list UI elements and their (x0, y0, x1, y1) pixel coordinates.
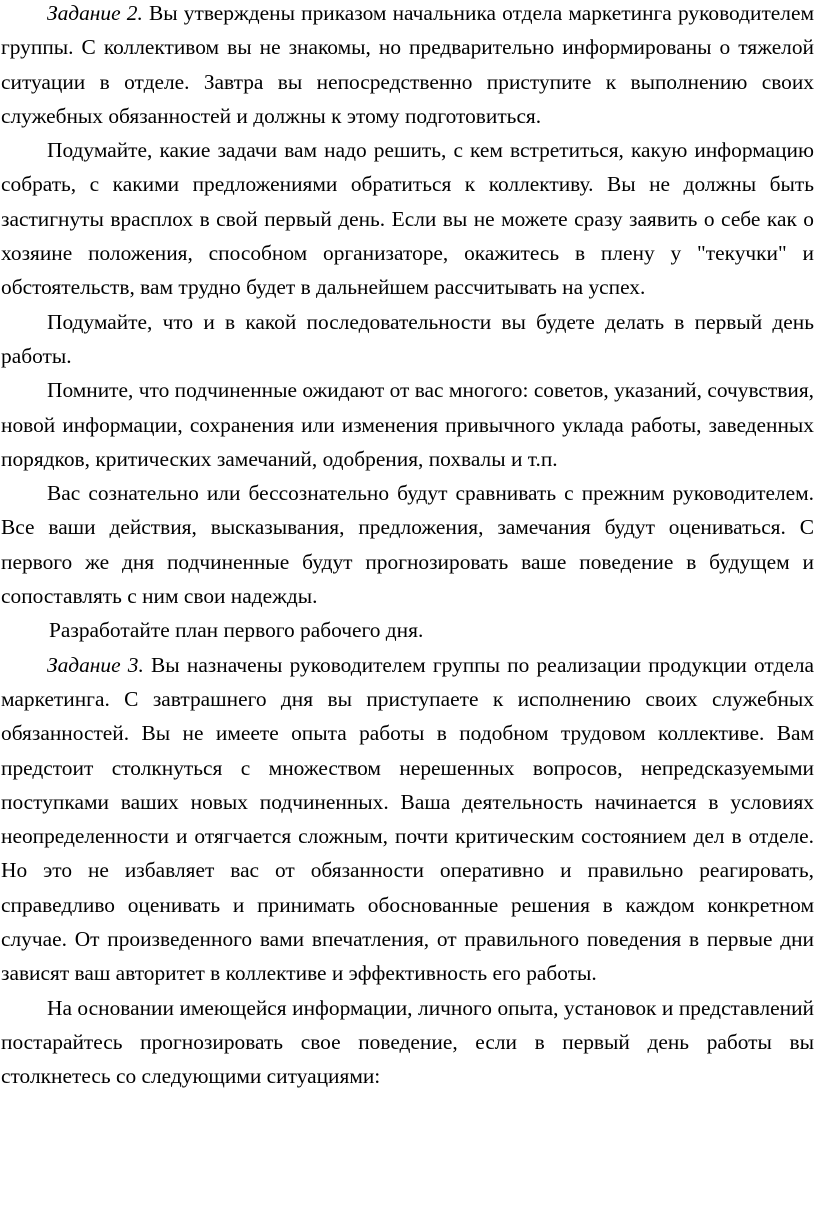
task-3-paragraph (1, 648, 814, 991)
task-2-paragraph (1, 0, 814, 133)
think-sequence-paragraph: Подумайте, что и в какой последовательности вы будете делать в первый день работы. (1, 309, 814, 368)
first-day-plan-paragraph: Разработайте план первого рабочего дня. (49, 618, 424, 643)
comparison-paragraph: Вас сознательно или бессознательно будут сравнивать с прежним руководителем. Все ваши действия, высказывания, предложения, замечания будут оцениваться. С первого же дня подчиненные будут прогнозировать ваше поведение в будущем и сопоставлять с ним свои надежды. (1, 481, 814, 609)
think-tasks-paragraph: Подумайте, какие задачи вам надо решить, с кем встретиться, какую информацию собрать, с какими предложениями обратиться к коллективу. Вы не должны быть застигнуты врасплох в свой первый день. Если вы не можете сразу заявить о себе как о хозяине положения, способном организаторе, окажитесь в плену у "текучки" и обстоятельств, вам трудно будет в дальнейшем рассчитывать на успех. (1, 138, 814, 300)
task-2-text: Вы утверждены приказом начальника отдела маркетинга руководителем группы. С коллективом вы не знакомы, но предварительно информированы о тяжелой ситуации в отделе. Завтра вы непосредственно приступите к выполнению своих служебных обязанностей и должны к этому подготовиться. (1, 1, 814, 128)
task-2-label: Задание 2. (47, 1, 143, 25)
subordinates-expect-paragraph: Помните, что подчиненные ожидают от вас многого: советов, указаний, сочувствия, новой информации, сохранения или изменения привычного уклада работы, заведенных порядков, критических замечаний, одобрения, похвалы и т.п. (1, 378, 814, 471)
task-3-label: Задание 3. (47, 652, 144, 677)
forecast-behavior-paragraph: На основании имеющейся информации, личного опыта, установок и представлений постарайтесь прогнозировать свое поведение, если в первый день работы вы столкнетесь со следующими ситуациями: (1, 995, 814, 1089)
task-3-text: Вы назначены руководителем группы по реализации продукции отдела маркетинга. С завтрашнего дня вы приступаете к исполнению своих служебных обязанностей. Вы не имеете опыта работы в подобном трудовом коллективе. Вам предстоит столкнуться с множеством нерешенных вопросов, непредсказуемыми поступками ваших новых подчиненных. Ваша деятельность начинается в условиях неопределенности и отягчается сложным, почти критическим состоянием дел в отделе. Но это не избавляет вас от обязанности оперативно и правильно реагировать, справедливо оценивать и принимать обоснованные решения в каждом конкретном случае. От произведенного вами впечатления, от правильного поведения в первые дни зависят ваш авторитет в коллективе и эффективность его работы. (1, 652, 814, 986)
